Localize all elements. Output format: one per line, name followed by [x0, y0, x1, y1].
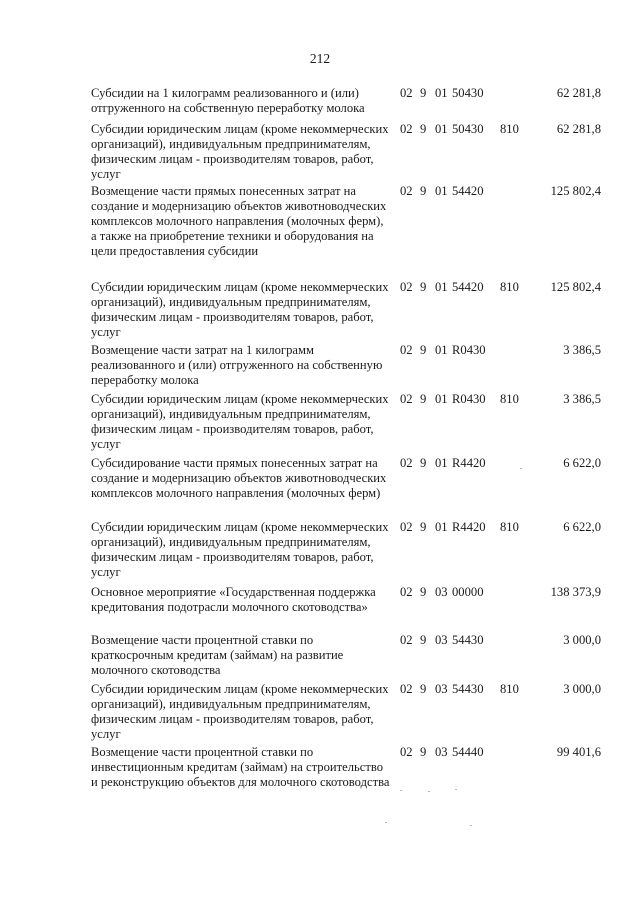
code-subprogram: 01	[435, 122, 448, 136]
scan-speck	[520, 468, 522, 469]
row-amount: 99 401,6	[556, 745, 601, 759]
code-subprogram: 01	[435, 392, 448, 406]
code-section: 02	[400, 456, 413, 470]
code-program: 9	[420, 520, 427, 534]
code-program: 9	[420, 585, 427, 599]
code-item: R4420	[452, 456, 486, 470]
scan-speck	[385, 822, 387, 823]
row-description: Субсидии юридическим лицам (кроме некоммерческих организаций), индивидуальным предпринимателям, физическим лицам - производителям товаров, работ, услуг	[91, 280, 389, 339]
code-program: 9	[420, 122, 427, 136]
scan-speck	[470, 825, 472, 826]
row-amount: 3 386,5	[563, 392, 601, 406]
scan-speck	[400, 790, 402, 791]
row-amount: 62 281,8	[556, 122, 601, 136]
code-item: R0430	[452, 343, 486, 357]
code-program: 9	[420, 392, 427, 406]
code-subprogram: 03	[435, 633, 448, 647]
row-amount: 125 802,4	[550, 184, 601, 198]
page-number: 212	[309, 51, 331, 66]
row-description: Субсидии на 1 килограмм реализованного и (или) отгруженного на собственную переработку молока	[91, 86, 365, 115]
code-subprogram: 01	[435, 280, 448, 294]
row-amount: 6 622,0	[563, 456, 601, 470]
code-subprogram: 03	[435, 585, 448, 599]
scan-speck	[455, 789, 457, 790]
code-expense-type: 810	[500, 280, 519, 294]
row-description: Субсидии юридическим лицам (кроме некоммерческих организаций), индивидуальным предпринимателям, физическим лицам - производителям товаров, работ, услуг	[91, 682, 389, 741]
code-section: 02	[400, 682, 413, 696]
row-description: Возмещение части затрат на 1 килограмм реализованного и (или) отгруженного на собственную переработку молока	[91, 343, 383, 387]
code-subprogram: 01	[435, 86, 448, 100]
row-amount: 6 622,0	[563, 520, 601, 534]
code-section: 02	[400, 633, 413, 647]
code-subprogram: 03	[435, 682, 448, 696]
row-amount: 3 386,5	[563, 343, 601, 357]
row-amount: 3 000,0	[563, 633, 601, 647]
code-section: 02	[400, 745, 413, 759]
code-section: 02	[400, 184, 413, 198]
row-description: Субсидии юридическим лицам (кроме некоммерческих организаций), индивидуальным предпринимателям, физическим лицам - производителям товаров, работ, услуг	[91, 392, 389, 451]
code-item: 54420	[452, 184, 484, 198]
code-program: 9	[420, 633, 427, 647]
code-item: 54420	[452, 280, 484, 294]
row-description: Возмещение части прямых понесенных затрат на создание и модернизацию объектов животноводческих комплексов молочного направления (молочных ферм), а также на приобретение техники и оборудования на цели предоставления субсидии	[91, 184, 387, 258]
code-item: R4420	[452, 520, 486, 534]
row-amount: 62 281,8	[556, 86, 601, 100]
code-program: 9	[420, 745, 427, 759]
code-item: 50430	[452, 122, 484, 136]
code-subprogram: 01	[435, 343, 448, 357]
code-item: 54430	[452, 682, 484, 696]
row-amount: 3 000,0	[563, 682, 601, 696]
code-expense-type: 810	[500, 520, 519, 534]
code-program: 9	[420, 86, 427, 100]
row-description: Возмещение части процентной ставки по краткосрочным кредитам (займам) на развитие молочного скотоводства	[91, 633, 344, 677]
code-program: 9	[420, 184, 427, 198]
code-subprogram: 01	[435, 456, 448, 470]
row-description: Субсидии юридическим лицам (кроме некоммерческих организаций), индивидуальным предпринимателям, физическим лицам - производителям товаров, работ, услуг	[91, 122, 389, 181]
code-section: 02	[400, 280, 413, 294]
code-item: 54430	[452, 633, 484, 647]
scan-speck	[428, 791, 430, 792]
code-program: 9	[420, 456, 427, 470]
code-section: 02	[400, 520, 413, 534]
code-program: 9	[420, 682, 427, 696]
code-subprogram: 01	[435, 184, 448, 198]
code-program: 9	[420, 280, 427, 294]
code-subprogram: 03	[435, 745, 448, 759]
row-description: Субсидии юридическим лицам (кроме некоммерческих организаций), индивидуальным предпринимателям, физическим лицам - производителям товаров, работ, услуг	[91, 520, 389, 579]
code-item: 00000	[452, 585, 484, 599]
code-expense-type: 810	[500, 122, 519, 136]
code-section: 02	[400, 392, 413, 406]
row-amount: 125 802,4	[550, 280, 601, 294]
code-section: 02	[400, 343, 413, 357]
row-description: Основное мероприятие «Государственная поддержка кредитования подотрасли молочного скотоводства»	[91, 585, 376, 614]
code-item: R0430	[452, 392, 486, 406]
code-section: 02	[400, 86, 413, 100]
row-description: Возмещение части процентной ставки по инвестиционным кредитам (займам) на строительство и реконструкцию объектов для молочного скотоводства	[91, 745, 390, 789]
code-item: 54440	[452, 745, 484, 759]
code-expense-type: 810	[500, 682, 519, 696]
code-section: 02	[400, 122, 413, 136]
code-expense-type: 810	[500, 392, 519, 406]
code-program: 9	[420, 343, 427, 357]
row-amount: 138 373,9	[550, 585, 601, 599]
code-item: 50430	[452, 86, 484, 100]
row-description: Субсидирование части прямых понесенных затрат на создание и модернизацию объектов животноводческих комплексов молочного направления (молочных ферм)	[91, 456, 387, 500]
code-subprogram: 01	[435, 520, 448, 534]
code-section: 02	[400, 585, 413, 599]
